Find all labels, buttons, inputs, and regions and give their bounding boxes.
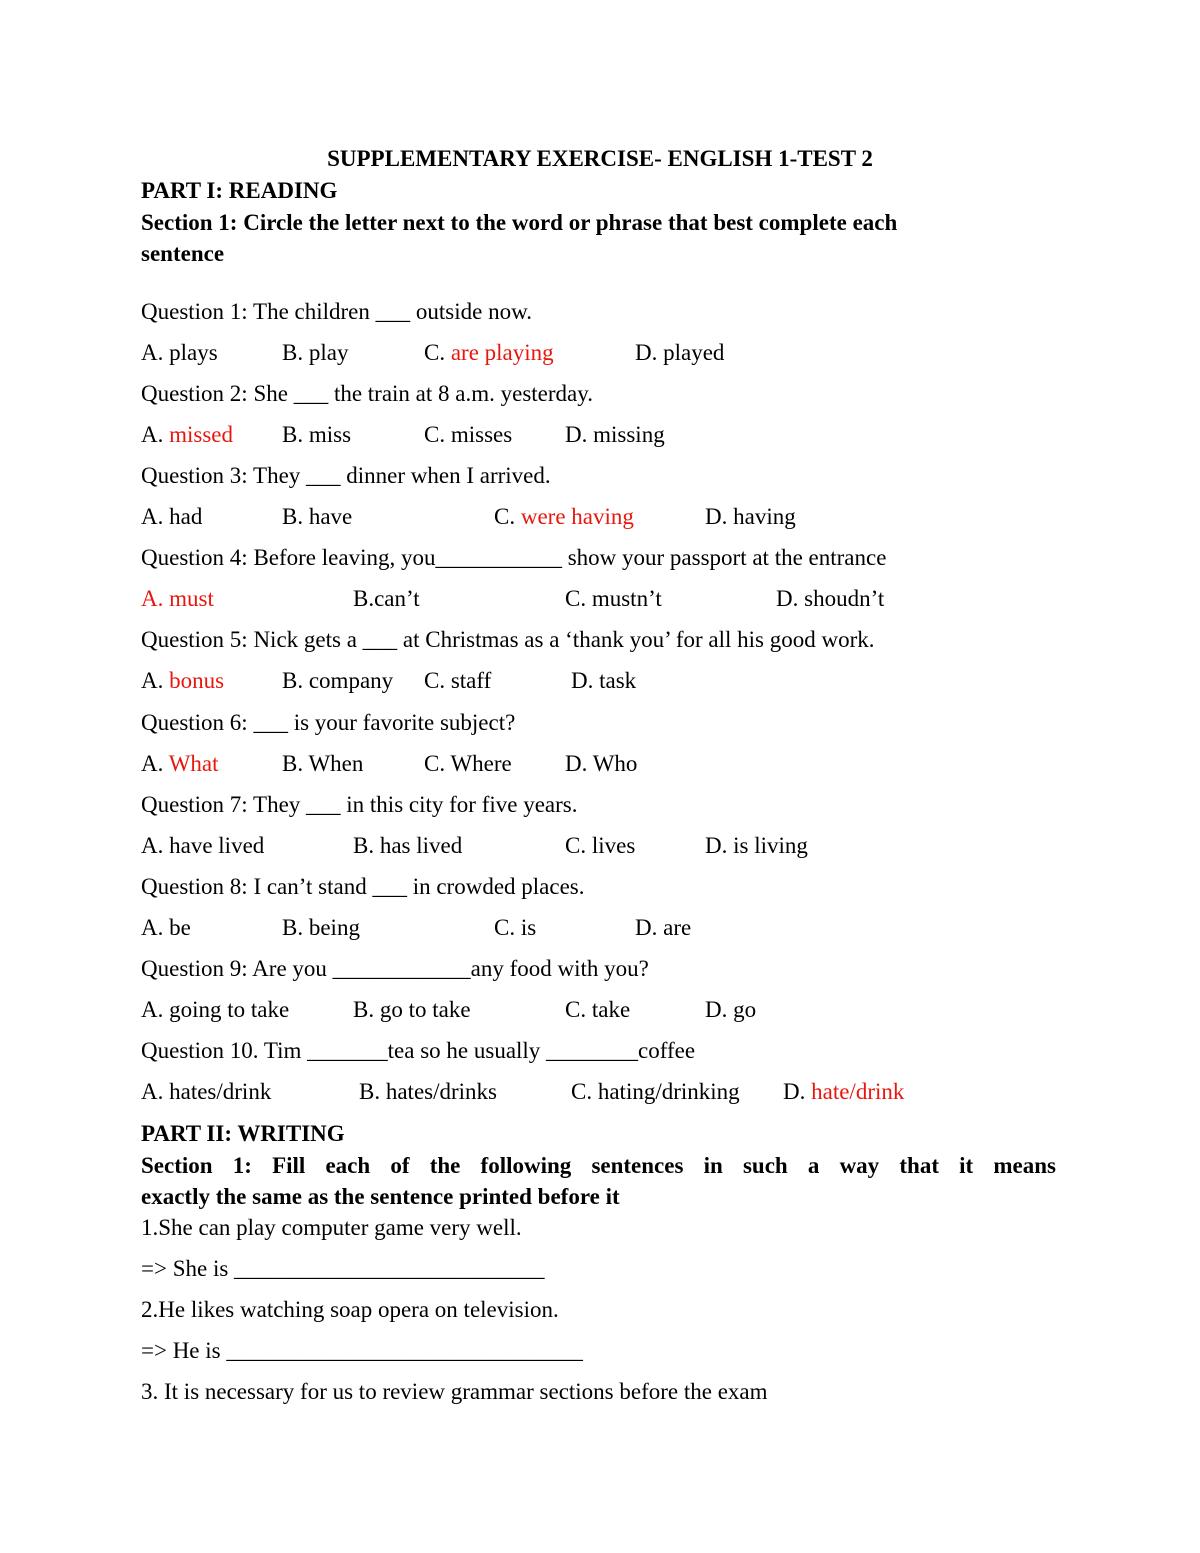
option-6c: C. Where (424, 751, 512, 776)
writing-item-1: 1.She can play computer game very well. (141, 1215, 522, 1240)
part2-heading: PART II: WRITING (141, 1121, 345, 1146)
writing-item-2: 2.He likes watching soap opera on television. (141, 1297, 559, 1322)
option-5a: A. bonus (141, 668, 225, 693)
option-2b: B. miss (282, 422, 352, 447)
option-8d: D. are (635, 915, 692, 940)
correct-answer: are playing (450, 340, 554, 365)
option-1a: A. plays (141, 340, 218, 365)
option-10c: C. hating/drinking (571, 1079, 740, 1104)
option-1c: C. are playing (424, 340, 554, 365)
option-8b: B. being (282, 915, 360, 940)
option-7b: B. has lived (353, 833, 463, 858)
question-4: Question 4: Before leaving, you___________ show your passport at the entrance (141, 545, 887, 570)
correct-answer: were having (520, 504, 634, 529)
question-5: Question 5: Nick gets a ___ at Christmas as a ‘thank you’ for all his good work. (141, 627, 875, 652)
option-8a: A. be (141, 915, 191, 940)
question-10: Question 10. Tim _______tea so he usually ________coffee (141, 1038, 696, 1063)
option-10b: B. hates/drinks (359, 1079, 497, 1104)
option-10d: D. hate/drink (783, 1079, 905, 1104)
option-4d: D. shoudn’t (776, 586, 885, 611)
writing-answer-1: => She is ___________________________ (141, 1256, 545, 1281)
option-1d: D. played (635, 340, 725, 365)
option-4c: C. mustn’t (565, 586, 662, 611)
option-9a: A. going to take (141, 997, 290, 1022)
part1-section1-instruction-line2: sentence (141, 241, 225, 266)
option-5b: B. company (282, 668, 394, 693)
option-4b: B.can’t (353, 586, 420, 611)
question-2: Question 2: She ___ the train at 8 a.m. yesterday. (141, 381, 594, 406)
part2-section1-instruction-line2: exactly the same as the sentence printed before it (141, 1184, 620, 1209)
option-5d: D. task (571, 668, 637, 693)
option-7d: D. is living (705, 833, 808, 858)
option-7c: C. lives (565, 833, 636, 858)
option-5c: C. staff (424, 668, 492, 693)
option-3c: C. were having (494, 504, 634, 529)
part1-heading: PART I: READING (141, 178, 338, 203)
option-2d: D. missing (565, 422, 665, 447)
option-9b: B. go to take (353, 997, 471, 1022)
option-2a: A. missed (141, 422, 234, 447)
correct-answer: must (169, 586, 214, 611)
option-3d: D. having (705, 504, 796, 529)
option-10a: A. hates/drink (141, 1079, 272, 1104)
option-4a: A. must (141, 586, 214, 611)
question-9: Question 9: Are you ____________any food with you? (141, 956, 649, 981)
document-title: SUPPLEMENTARY EXERCISE- ENGLISH 1-TEST 2 (327, 146, 873, 171)
option-6b: B. When (282, 751, 364, 776)
option-2c: C. misses (424, 422, 513, 447)
option-3a: A. had (141, 504, 203, 529)
writing-answer-2: => He is _______________________________ (141, 1338, 583, 1363)
part1-section1-instruction-line1: Section 1: Circle the letter next to the word or phrase that best complete each (141, 210, 898, 235)
option-6a: A. What (141, 751, 219, 776)
option-8c: C. is (494, 915, 537, 940)
question-8: Question 8: I can’t stand ___ in crowded places. (141, 874, 585, 899)
option-9c: C. take (565, 997, 631, 1022)
option-9d: D. go (705, 997, 757, 1022)
question-6: Question 6: ___ is your favorite subject? (141, 710, 516, 735)
question-1: Question 1: The children ___ outside now. (141, 299, 532, 324)
correct-answer: bonus (169, 668, 225, 693)
writing-item-3: 3. It is necessary for us to review grammar sections before the exam (141, 1379, 768, 1404)
correct-answer: What (168, 751, 219, 776)
part2-section1-instruction-line1: Section 1: Fill each of the following sentences in such a way that it means (141, 1153, 1056, 1178)
option-1b: B. play (282, 340, 349, 365)
option-6d: D. Who (565, 751, 638, 776)
option-7a: A. have lived (141, 833, 265, 858)
correct-answer: missed (169, 422, 234, 447)
option-3b: B. have (282, 504, 353, 529)
question-7: Question 7: They ___ in this city for five years. (141, 792, 578, 817)
correct-answer: hate/drink (811, 1079, 905, 1104)
question-3: Question 3: They ___ dinner when I arrived. (141, 463, 551, 488)
